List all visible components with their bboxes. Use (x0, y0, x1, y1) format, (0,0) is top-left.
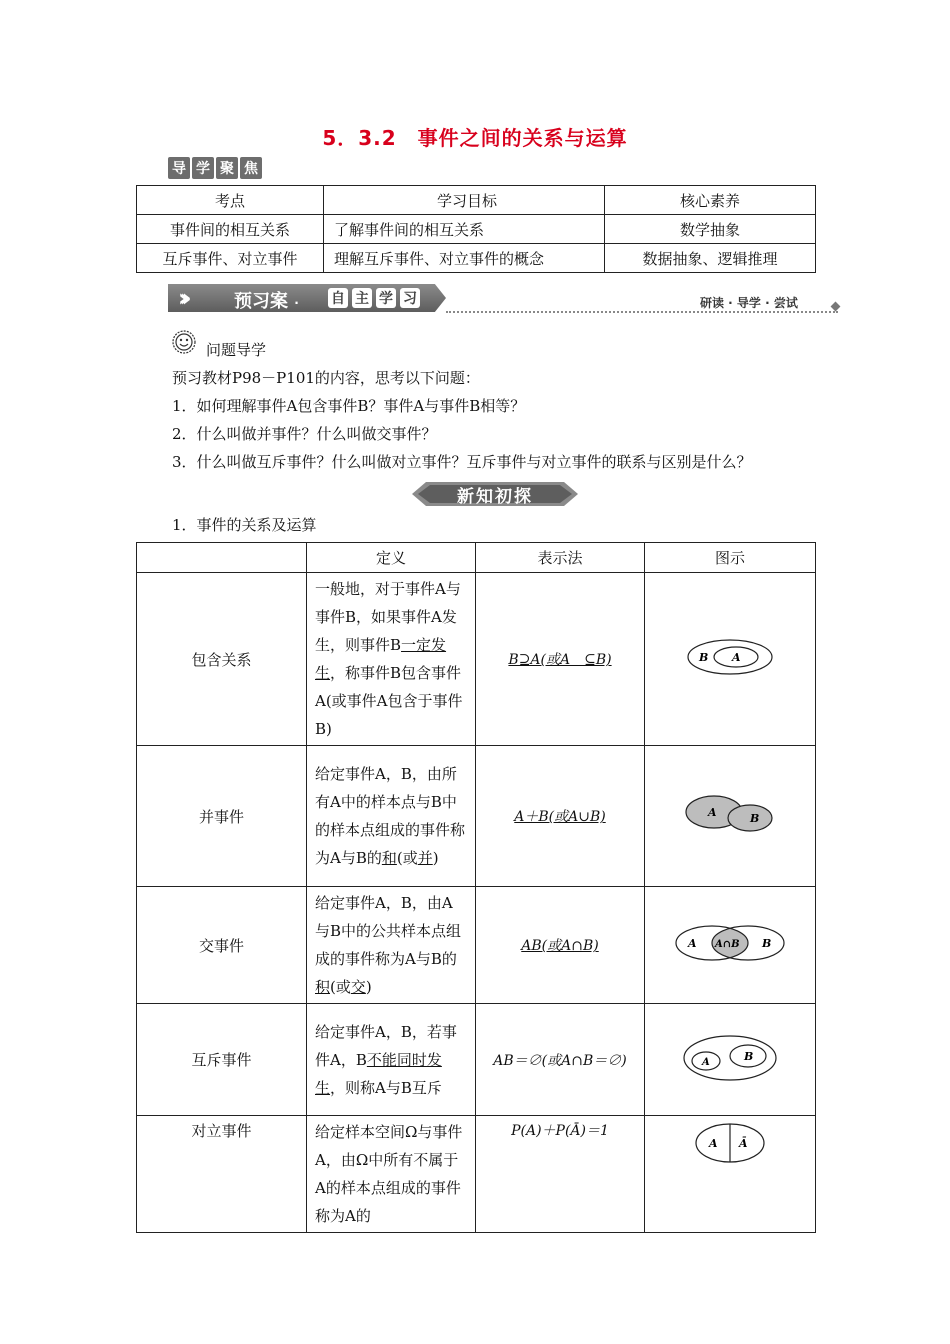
relation-name: 包含关系 (137, 573, 307, 746)
banner-box-char: 习 (400, 288, 420, 308)
section-badge (168, 157, 262, 179)
relation-notation: AB＝∅(或A∩B＝∅) (476, 1004, 645, 1116)
badge-char: 焦 (240, 157, 262, 179)
table-cell: 数据抽象、逻辑推理 (605, 244, 816, 273)
smiley-icon (172, 330, 196, 354)
table-header: 学习目标 (324, 186, 605, 215)
banner-divider (446, 311, 838, 313)
diagram-label: B (699, 651, 709, 664)
relation-diagram (645, 746, 816, 887)
relation-name: 并事件 (137, 746, 307, 887)
table-cell: 理解互斥事件、对立事件的概念 (324, 244, 605, 273)
diagram-label: Ā (739, 1137, 748, 1150)
table-row (137, 244, 816, 273)
union-diagram (682, 792, 778, 836)
diagram-label: B (750, 812, 760, 825)
relation-name: 对立事件 (137, 1116, 307, 1233)
guide-question: 1．如何理解事件A包含事件B？事件A与事件B相等？ (172, 397, 526, 415)
banner-right-text: 研读 · 导学 · 尝试 (700, 296, 798, 310)
relation-notation: AB(或A∩B) (476, 887, 645, 1004)
relation-diagram (645, 1116, 816, 1233)
diagram-label: A (688, 937, 697, 950)
subheading: 1．事件的关系及运算 (172, 516, 317, 534)
diagram-label: B (762, 937, 772, 950)
badge-char: 学 (192, 157, 214, 179)
guide-intro: 预习教材P98－P101的内容，思考以下问题： (172, 369, 480, 387)
diagram-label: A (708, 806, 717, 819)
subset-diagram (685, 636, 775, 678)
diagram-label: A (709, 1137, 718, 1150)
guide-heading: 问题导学 (206, 341, 267, 359)
table-row (137, 1004, 816, 1116)
relation-definition: 给定事件A，B，若事件A，B不能同时发生，则称A与B互斥 (307, 1004, 476, 1116)
banner-box-char: 自 (328, 288, 348, 308)
table-row (137, 746, 816, 887)
table-header: 定义 (307, 543, 476, 573)
relation-definition: 给定事件A，B，由A与B中的公共样本点组成的事件称为A与B的积(或交) (307, 887, 476, 1004)
badge-char: 导 (168, 157, 190, 179)
intersection-diagram (674, 923, 786, 963)
disjoint-diagram (680, 1033, 780, 1083)
relation-definition: 给定样本空间Ω与事件A，由Ω中所有不属于A的样本点组成的事件称为A的 (307, 1116, 476, 1233)
table-header: 图示 (645, 543, 816, 573)
guide-question: 3．什么叫做互斥事件？什么叫做对立事件？互斥事件与对立事件的联系与区别是什么？ (172, 453, 752, 471)
chevrons-icon: ››› (178, 284, 184, 312)
table-header (137, 543, 307, 573)
relation-name: 互斥事件 (137, 1004, 307, 1116)
guide-question: 2．什么叫做并事件？什么叫做交事件？ (172, 425, 437, 443)
banner-box-char: 主 (352, 288, 372, 308)
relation-name: 交事件 (137, 887, 307, 1004)
table-cell: 了解事件间的相互关系 (324, 215, 605, 244)
table-row (137, 573, 816, 746)
table-row (137, 1116, 816, 1233)
goals-table (136, 185, 816, 273)
table-cell: 互斥事件、对立事件 (137, 244, 324, 273)
relation-diagram (645, 887, 816, 1004)
relation-diagram (645, 573, 816, 746)
complement-diagram (693, 1122, 767, 1164)
section-ribbon-label: 新知初探 (457, 487, 533, 507)
table-header: 表示法 (476, 543, 645, 573)
badge-char: 聚 (216, 157, 238, 179)
diagram-label: B (744, 1049, 754, 1063)
banner-box-char: 学 (376, 288, 396, 308)
banner-prefix: 预习案 · (234, 291, 299, 312)
table-row (137, 215, 816, 244)
page-title: 5．3.2 事件之间的关系与运算 (322, 126, 628, 150)
relation-notation: P(A)＋P(Ā)＝1 (476, 1116, 645, 1233)
table-header: 核心素养 (605, 186, 816, 215)
relation-diagram (645, 1004, 816, 1116)
diagram-label: A (732, 651, 741, 664)
table-header-row (137, 186, 816, 215)
relation-notation: A＋B(或A∪B) (476, 746, 645, 887)
relation-definition: 一般地，对于事件A与事件B，如果事件A发生，则事件B一定发生，称事件B包含事件A(或事件A包含于事件B) (307, 573, 476, 746)
relation-notation: B⊇A(或A ⊆B) (476, 573, 645, 746)
relations-table (136, 542, 816, 1233)
table-header: 考点 (137, 186, 324, 215)
table-cell: 数学抽象 (605, 215, 816, 244)
diagram-label: A∩B (715, 939, 740, 950)
diagram-label: A (702, 1056, 710, 1068)
table-cell: 事件间的相互关系 (137, 215, 324, 244)
diamond-icon (831, 302, 841, 312)
table-header-row (137, 543, 816, 573)
relation-definition: 给定事件A，B，由所有A中的样本点与B中的样本点组成的事件称为A与B的和(或并) (307, 746, 476, 887)
table-row (137, 887, 816, 1004)
